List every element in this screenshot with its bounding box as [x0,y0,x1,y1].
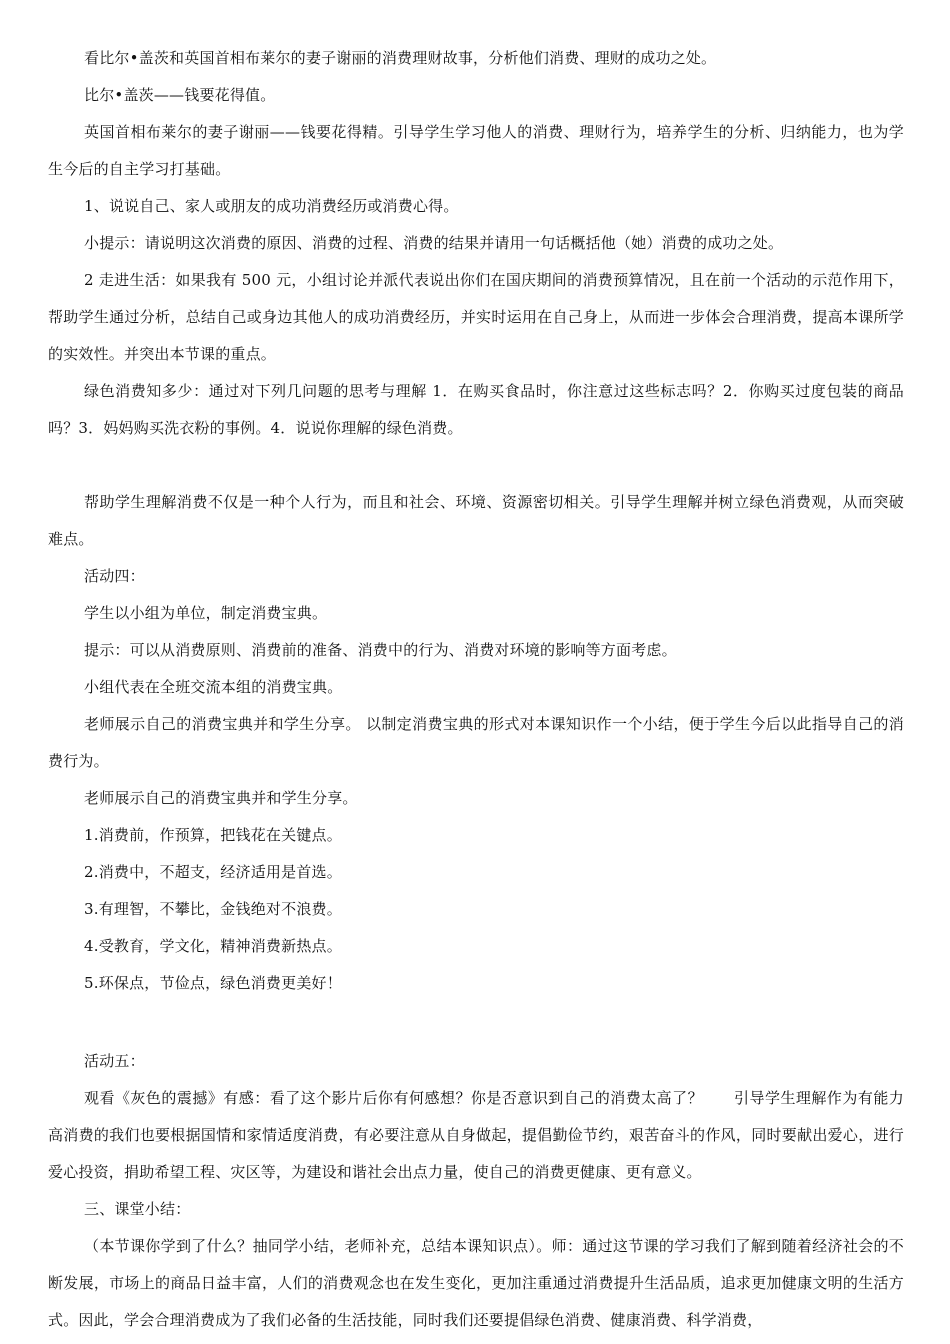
paragraph-into-life: 2 走进生活：如果我有 500 元，小组讨论并派代表说出你们在国庆期间的消费预算情况，且在前一个活动的示范作用下，帮助学生通过分析，总结自己或身边其他人的成功消费经历，并实时运用在自己身上，从而进一步体会合理消费，提高本课所学的实效性。并突出本节课的重点。 [48,271,904,363]
paragraph-gates-and-cherie-story: 看比尔•盖茨和英国首相布莱尔的妻子谢丽的消费理财故事，分析他们消费、理财的成功之处。 [84,49,717,67]
paragraph-green-consumption-purpose: 帮助学生理解消费不仅是一种个人行为，而且和社会、环境、资源密切相关。引导学生理解并树立绿色消费观，从而突破难点。 [48,493,904,548]
paragraph-teacher-share-summary: 老师展示自己的消费宝典并和学生分享。 以制定消费宝典的形式对本课知识作一个小结，便于学生今后以此指导自己的消费行为。 [48,715,904,770]
heading-class-summary: 三、课堂小结： [84,1200,191,1218]
paragraph-gates: 比尔•盖茨——钱要花得值。 [84,86,276,104]
paragraph-film-reflection: 观看《灰色的震撼》有感：看了这个影片后你有何感想？你是否意识到自己的消费太高了？ 引导学生理解作为有能力高消费的我们也要根据国情和家情适度消费，有必要注意从自身做起，提倡勤俭节约，艰苦奋斗的作风，同时要献出爱心，进行爱心投资，捐助希望工程、灾区等，为建设和谐社会出点力量，使自己的消费更健康、更有意义。 [48,1089,904,1181]
heading-activity-five: 活动五： [84,1052,145,1070]
paragraph-cherie: 英国首相布莱尔的妻子谢丽——钱要花得精。引导学生学习他人的消费、理财行为，培养学生的分析、归纳能力，也为学生今后的自主学习打基础。 [48,123,904,178]
list-item-rule-1: 1.消费前，作预算，把钱花在关键点。 [84,826,342,844]
heading-activity-four: 活动四： [84,567,145,585]
paragraph-teacher-share: 老师展示自己的消费宝典并和学生分享。 [84,789,358,807]
paragraph-group-task: 学生以小组为单位，制定消费宝典。 [84,604,328,622]
paragraph-share-experience: 1、说说自己、家人或朋友的成功消费经历或消费心得。 [84,197,459,215]
paragraph-green-consumption-quiz: 绿色消费知多少：通过对下列几问题的思考与理解 1．在购买食品时，你注意过这些标志吗？2．你购买过度包装的商品吗？3．妈妈购买洗衣粉的事例。4．说说你理解的绿色消费。 [48,382,904,437]
paragraph-task-hint: 提示：可以从消费原则、消费前的准备、消费中的行为、消费对环境的影响等方面考虑。 [84,641,677,659]
list-item-rule-4: 4.受教育，学文化，精神消费新热点。 [84,937,342,955]
paragraph-hint: 小提示：请说明这次消费的原因、消费的过程、消费的结果并请用一句话概括他（她）消费的成功之处。 [84,234,784,252]
list-item-rule-5: 5.环保点，节俭点，绿色消费更美好！ [84,974,342,992]
paragraph-class-summary: （本节课你学到了什么？抽同学小结，老师补充，总结本课知识点）。师：通过这节课的学习我们了解到随着经济社会的不断发展，市场上的商品日益丰富，人们的消费观念也在发生变化，更加注重通过消费提升生活品质，追求更加健康文明的生活方式。因此，学会合理消费成为了我们必备的生活技能，同时我们还要提倡绿色消费、健康消费、科学消费， [48,1237,904,1329]
list-item-rule-3: 3.有理智，不攀比，金钱绝对不浪费。 [84,900,342,918]
paragraph-group-share: 小组代表在全班交流本组的消费宝典。 [84,678,343,696]
list-item-rule-2: 2.消费中，不超支，经济适用是首选。 [84,863,342,881]
